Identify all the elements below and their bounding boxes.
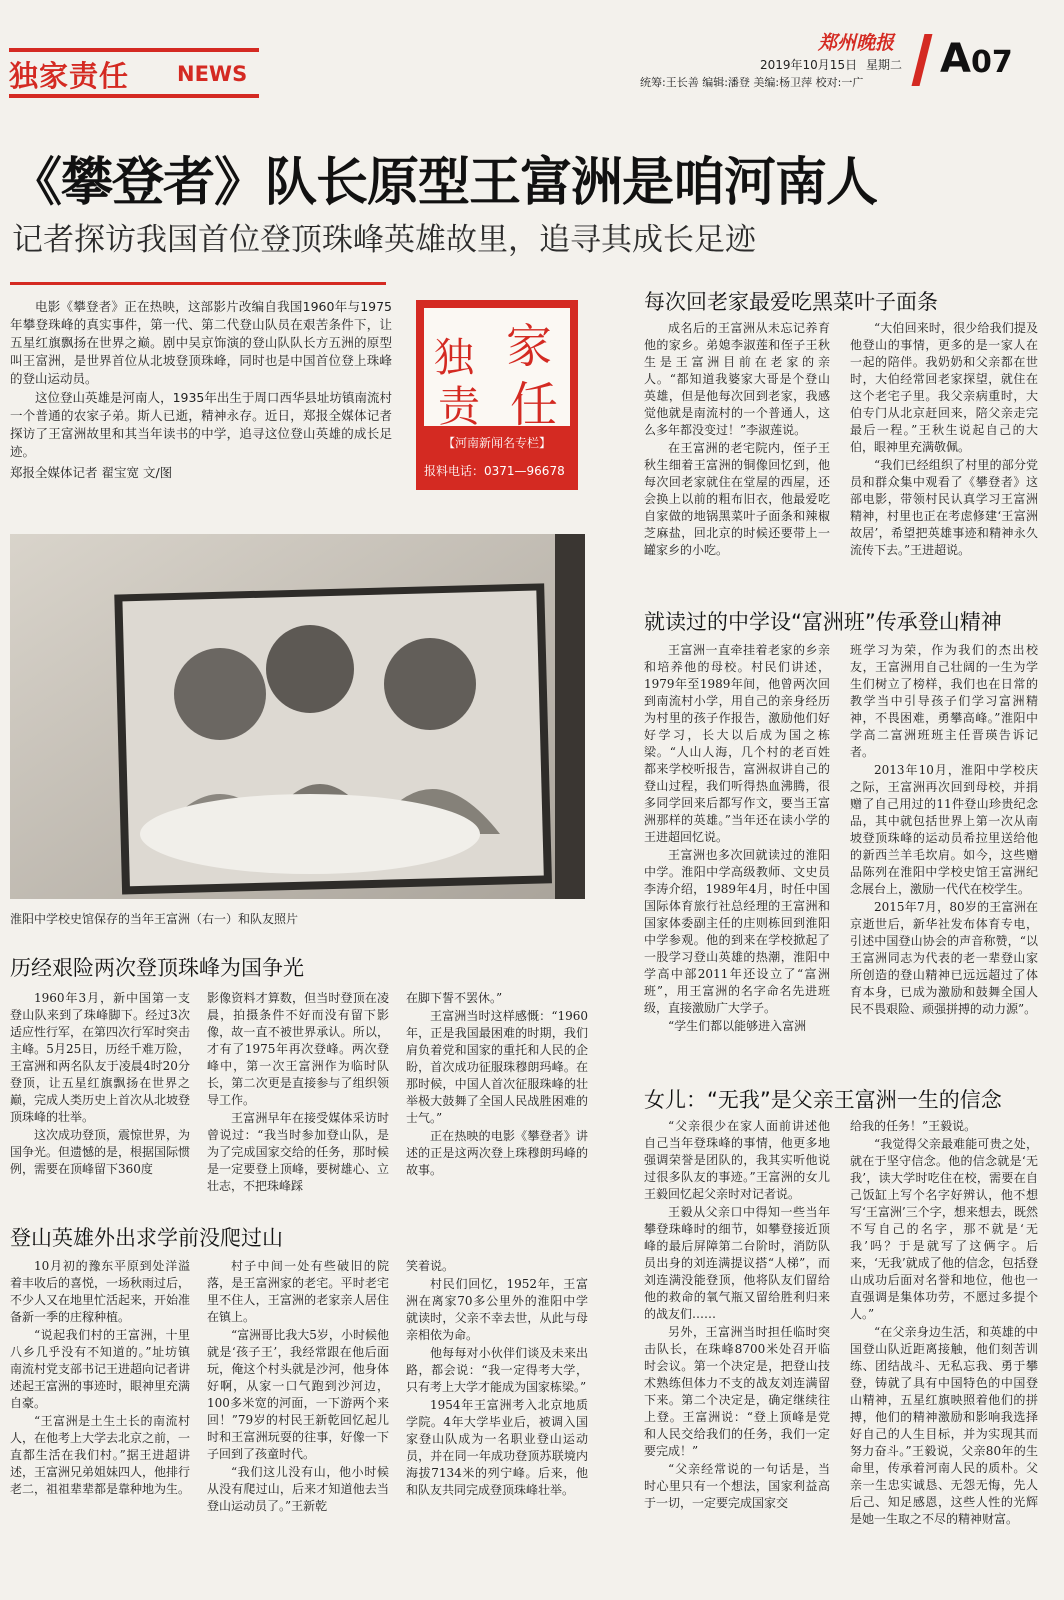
section-title-en: NEWS: [177, 62, 248, 86]
section-5-col-2: [850, 1118, 1038, 1529]
paper-name: 郑州晚报: [818, 32, 895, 54]
credits: 统筹:王长善 编辑:潘登 美编:杨卫萍 校对:一广: [640, 76, 864, 89]
section-3-col-1: [644, 320, 830, 560]
page-number: [940, 36, 1013, 82]
stamp-char-2: 家: [506, 319, 552, 373]
section-2-col-2: [207, 1258, 389, 1516]
section-4-p5: 2013年10月，淮阳中学校庆之际，王富洲再次回到母校，并捐赠了自己用过的11件登山珍贵纪念品，其中就包括世界上第一次从南坡登顶珠峰的运动员希拉里送给他的新西兰羊毛坎肩。如今，这些赠品陈列在淮阳中学校史馆王富洲纪念展台上，激励一代代在校学生。: [850, 763, 1038, 896]
headline-rule: [10, 282, 386, 285]
section-1-col-1: [10, 990, 190, 1179]
section-5-p4: “父亲经常说的一句话是，当时心里只有一个想法，国家利益高于一切，一定要完成国家交: [644, 1462, 830, 1510]
stamp-inner: [424, 308, 570, 433]
lead-paragraph-1: 电影《攀登者》正在热映，这部影片改编自我国1960年与1975年攀登珠峰的真实事件，第一代、第二代登山队员在艰苦条件下，让五星红旗飘扬在世界之巅。剧中吴京饰演的登山队队长方五洲的原型叫王富洲，是世界首位从北坡登顶珠峰，同时也是中国首位登上珠峰的登山运动员。: [10, 299, 392, 386]
section-4-p6: 2015年7月，80岁的王富洲在京逝世后，新华社发布体育专电，引述中国登山协会的声音称赞，“以王富洲同志为代表的老一辈登山家所创造的登山精神已远远超过了体育本身，已成为激励和鼓舞全国人民不畏艰险、顽强拼搏的动力源”。: [850, 900, 1038, 1016]
section-1-p6: 王富洲当时这样感慨：“1960年，正是我国最困难的时期，我们肩负着党和国家的重托和人民的企盼，首次成功征服珠穆朗玛峰。在那时候，中国人首次征服珠峰的壮举极大鼓舞了全国人民战胜困难的士气。”: [406, 1009, 588, 1125]
section-3-p4: “我们已经组织了村里的部分党员和群众集中观看了《攀登者》这部电影，带领村民认真学习王富洲精神，村里也正在考虑修建‘王富洲故居’，希望把英雄事迹和精神永久流传下去。”王进超说。: [850, 458, 1038, 557]
section-4-col-1: [644, 642, 830, 1036]
section-2-p9: 他每每对小伙伴们谈及未来出路，都会说：“我一定得考大学，只有考上大学才能成为国家栋梁。”: [406, 1346, 588, 1394]
section-2-p1: 10月初的豫东平原到处洋溢着丰收后的喜悦，一场秋雨过后，不少人又在地里忙活起来，开始准备新一季的庄稼种植。: [10, 1259, 191, 1324]
article-photo: [10, 534, 585, 899]
section-bottom-rule: [9, 94, 259, 98]
section-2-p5: “富洲哥比我大5岁，小时候他就是‘孩子王’，我经常跟在他后面玩，俺这个村头就是沙河，他身体好啊，从家一口气跑到沙河边，100多米宽的河面，一下游两个来回！”79岁的村民王新乾回忆起儿时和王富洲玩耍的往事，好像一下子回到了孩童时代。: [207, 1328, 389, 1461]
section-2-col-1: [10, 1258, 190, 1499]
masthead: [620, 28, 910, 90]
section-1-p1: 1960年3月，新中国第一支登山队来到了珠峰脚下。经过3次适应性行军，在第四次行军时突击主峰。5月25日，历经千难万险，王富洲和两名队友于凌晨4时20分登顶，让五星红旗飘扬在世界之巅，完成人类历史上首次从北坡登顶珠峰的壮举。: [10, 991, 191, 1124]
section-3-p3: “大伯回来时，很少给我们提及他登山的事情，更多的是一家人在一起的陪伴。我奶奶和父亲都在世时，大伯经常回老家探望，就住在这个老宅子里。我父亲病重时，大伯专门从北京赶回来，陪父亲走完最后一程。”王秋生说起自己的大伯，眼神里充满敬佩。: [850, 321, 1038, 454]
section-title: 独家责任: [9, 59, 130, 93]
stamp-char-1: 独: [434, 335, 474, 381]
stamp-char-3: 责: [438, 382, 481, 431]
photo-illustration: [10, 534, 585, 899]
section-3-p1: 成名后的王富洲从未忘记养育他的家乡。弟媳李淑莲和侄子王秋生是王富洲目前在老家的亲人。“都知道我婆家大哥是个登山英雄，但是他每次回到老家，我感觉他就是南流村的一个普通人，这么多年都没变过！”李淑莲说。: [644, 321, 830, 437]
column-stamp: [416, 300, 578, 490]
page-slash: [912, 34, 933, 86]
section-1-p7: 正在热映的电影《攀登者》讲述的正是这两次登上珠穆朗玛峰的故事。: [406, 1129, 588, 1177]
section-3-title: 每次回老家最爱吃黑菜叶子面条: [644, 290, 938, 314]
section-4-title: 就读过的中学设“富洲班”传承登山精神: [644, 610, 1002, 634]
stamp-hotline: 报料电话：0371—96678: [424, 464, 565, 478]
section-1-col-2: [207, 990, 389, 1196]
section-1-col-3: [406, 990, 588, 1180]
section-1-p5: 在脚下誓不罢休。”: [406, 991, 503, 1005]
headline: 《攀登者》队长原型王富洲是咱河南人: [10, 153, 878, 213]
section-2-p2: “说起我们村的王富洲，十里八乡几乎没有不知道的。”址坊镇南流村党支部书记王进超向记者讲述起王富洲的事迹时，眼神里充满自豪。: [10, 1328, 191, 1410]
section-2-col-3: [406, 1258, 588, 1500]
section-4-p4: 班学习为荣，作为我们的杰出校友，王富洲用自己壮阔的一生为学生们树立了榜样，我们也在日常的教学当中引导孩子们学习富洲精神，不畏困难，勇攀高峰。”淮阳中学高二富洲班班主任晋瑛告诉记者。: [850, 643, 1038, 759]
section-2-p3: “王富洲是土生土长的南流村人，在他考上大学去北京之前，一直都生活在我们村。”据王进超讲述，王富洲兄弟姐妹四人，他排行老二，祖祖辈辈都是靠种地为生。: [10, 1414, 191, 1496]
lead-paragraph-2: 这位登山英雄是河南人，1935年出生于周口西华县址坊镇南流村一个普通的农家子弟。斯人已逝，精神永存。近日，郑报全媒体记者探访了王富洲故里和其当年读书的中学，追寻这位登山英雄的成长足迹。: [10, 390, 392, 459]
section-1-p3: 影像资料才算数，但当时登顶在凌晨，拍摄条件不好而没有留下影像，故一直不被世界承认。所以，才有了1975年再次登峰。两次登峰中，第一次王富洲作为临时队长，第二次更是直接参与了组织领导工作。: [207, 991, 389, 1107]
section-5-p2: 王毅从父亲口中得知一些当年攀登珠峰时的细节，如攀登接近顶峰的最后屏障第二台阶时，消防队员出身的刘连满提议搭“人梯”，而刘连满没能登顶，他将队友们留给他的救命的氧气瓶又留给胜利归来的战友们……: [644, 1205, 830, 1321]
byline: 郑报全媒体记者 翟宝宽 文/图: [10, 465, 173, 480]
section-top-rule: [9, 48, 259, 52]
stamp-char-4: 任: [510, 377, 559, 433]
page-digits: 07: [970, 45, 1013, 80]
section-2-title: 登山英雄外出求学前没爬过山: [10, 1226, 283, 1250]
section-4-p2: 王富洲也多次回就读过的淮阳中学。淮阳中学高级教师、文史员李涛介绍，1989年4月，时任中国国际体育旅行社总经理的王富洲和国家体委副主任的庄则栋回到淮阳中学参观。他的到来在学校掀起了一股学习登山英雄的热潮，淮阳中学高中部2011年还设立了“富洲班”，用王富洲的名字命名先进班级，直接激励广大学子。: [644, 848, 830, 1015]
page-letter: A: [940, 36, 971, 82]
section-4-col-2: [850, 642, 1038, 1019]
section-1-p2: 这次成功登顶，震惊世界，为国争光。但遗憾的是，根据国际惯例，需要在顶峰留下360度: [10, 1128, 191, 1176]
section-3-col-2: [850, 320, 1038, 560]
section-5-p3: 另外，王富洲当时担任临时突击队长，在珠峰8700米处召开临时会议。第一个决定是，把登山技术熟练但体力不支的战友刘连满留下来。第二个决定是，确定继续往上登。王富洲说：“登上顶峰是党和人民交给我们的任务，我们一定要完成！”: [644, 1325, 830, 1458]
section-2-p6: “我们这儿没有山，他小时候从没有爬过山，后来才知道他去当登山运动员了。”王新乾: [207, 1465, 389, 1513]
section-5-col-1: [644, 1118, 830, 1513]
section-5-p6: “我觉得父亲最难能可贵之处，就在于坚守信念。他的信念就是‘无我’，读大学时吃住在校，需要在自己饭缸上写个名字好辨认，他不想写‘王富洲’三个字，想来想去，既然不写自己的名字，那不就是‘无我’吗？于是就写了这俩字。后来，‘无我’就成了他的信念，包括登山成功后面对名誉和地位，他也一直强调是集体功劳，不愿过多提个人。”: [850, 1137, 1038, 1321]
section-1-p4: 王富洲早年在接受媒体采访时曾说过：“我当时参加登山队，是为了完成国家交给的任务，那时候是一定要登上顶峰，要树雄心、立壮志，不把珠峰踩: [207, 1111, 389, 1193]
photo-caption: 淮阳中学校史馆保存的当年王富洲（右一）和队友照片: [10, 912, 299, 926]
section-2-p10: 1954年王富洲考入北京地质学院。4年大学毕业后，被调入国家登山队成为一名职业登山运动员，并在同一年成功登顶苏联境内海拔7134米的列宁峰。后来，他和队友共同完成登顶珠峰壮举。: [406, 1398, 588, 1497]
section-5-p5: 给我的任务！”王毅说。: [850, 1119, 977, 1133]
section-2-p4: 村子中间一处有些破旧的院落，是王富洲家的老宅。平时老宅里不住人，王富洲的老家亲人居住在镇上。: [207, 1259, 389, 1324]
stamp-caption: 【河南新闻名专栏】: [442, 436, 551, 450]
section-4-p3: “学生们都以能够进入富洲: [668, 1019, 807, 1033]
section-4-p1: 王富洲一直牵挂着老家的乡亲和培养他的母校。村民们讲述，1979年至1989年间，他曾两次回到南流村小学，用自己的亲身经历为村里的孩子作报告，激励他们好好学习，长大以后成为国之栋梁。“人山人海，几个村的老百姓都来学校听报告，富洲叔讲自己的登山过程，我们听得热血沸腾，很多同学回来后都写作文，要当王富洲那样的英雄。”当年还在读小学的王进超回忆说。: [644, 643, 830, 844]
subheadline: 记者探访我国首位登顶珠峰英雄故里，追寻其成长足迹: [12, 222, 756, 258]
section-5-p1: “父亲很少在家人面前讲述他自己当年登珠峰的事情，他更多地强调荣誉是团队的，我其实听他说过很多队友的事迹。”王富洲的女儿王毅回忆起父亲时对记者说。: [644, 1119, 830, 1201]
section-1-title: 历经艰险两次登顶珠峰为国争光: [10, 956, 304, 980]
lead-block: [10, 298, 392, 481]
section-3-p2: 在王富洲的老宅院内，侄子王秋生细着王富洲的铜像回忆到，他每次回老家就住在堂屋的西屋，还会换上以前的粗布旧衣，他最爱吃自家做的地锅黑菜叶子面条和辣椒芝麻盐，回北京的时候还要带上一罐家乡的小吃。: [644, 441, 830, 557]
section-2-p8: 村民们回忆，1952年，王富洲在离家70多公里外的淮阳中学就读时，父亲不幸去世，从此与母亲相依为命。: [406, 1277, 588, 1342]
section-2-p7: 笑着说。: [406, 1259, 455, 1273]
section-header: [9, 48, 261, 100]
issue-date: 2019年10月15日: [760, 58, 858, 72]
section-5-p7: “在父亲身边生活，和英雄的中国登山队近距离接触，他们刻苦训练、团结战斗、无私忘我、勇于攀登，铸就了具有中国特色的中国登山精神，五星红旗映照着他们的拼搏，他们的精神激励和影响我选择好自己的人生目标，并为实现其而努力奋斗。”王毅说，父亲80年的生命里，传承着河南人民的质朴。父亲一生忠实诚恳、无怨无悔，先人后己、知足感恩，这些人性的光辉是她一生取之不尽的精神财富。: [850, 1325, 1038, 1526]
section-5-title: 女儿：“无我”是父亲王富洲一生的信念: [644, 1088, 1002, 1112]
issue-weekday: 星期二: [866, 58, 903, 72]
